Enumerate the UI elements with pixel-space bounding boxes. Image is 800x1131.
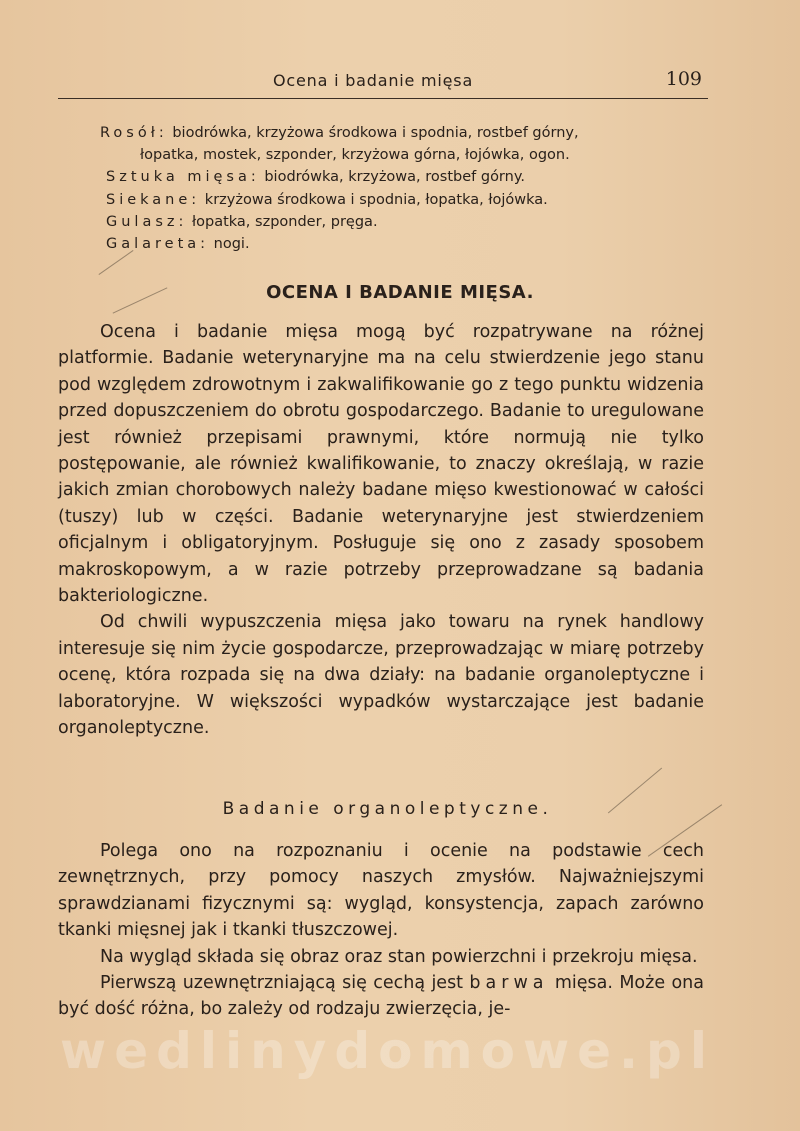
dish-term: Siekane: bbox=[106, 191, 201, 208]
paragraph: Na wygląd składa się obraz oraz stan powierzchni i przekroju mięsa. bbox=[100, 946, 698, 967]
page-number: 109 bbox=[665, 68, 702, 90]
running-title: Ocena i badanie mięsa bbox=[273, 71, 474, 90]
cuts-continuation: łopatka, mostek, szponder, krzyżowa górna, łojówka, ogon. bbox=[140, 147, 570, 164]
meat-cuts-list bbox=[100, 122, 712, 255]
dish-term: Gulasz: bbox=[106, 213, 188, 230]
watermark-text: wedlinydomowe.pl bbox=[60, 1022, 715, 1080]
paragraph bbox=[58, 970, 704, 1023]
organoleptic-text bbox=[58, 838, 704, 1023]
list-item bbox=[100, 166, 712, 188]
list-item bbox=[100, 122, 712, 144]
cuts-text: biodrówka, krzyżowa środkowa i spodnia, rostbef górny, bbox=[172, 125, 579, 141]
paragraph-end: mięsa. Może ona być dość różna, bo zależy od rodzaju zwierzęcia, je- bbox=[58, 973, 704, 1020]
paragraph: Od chwili wypuszczenia mięsa jako towaru na rynek handlowy interesuje się nim życie gospodarcze, przeprowadzając w miarę potrzeby ocenę, która rozpada się na dwa działy: na badanie organoleptyczne i laboratoryjne. W większości wypadków wystarczające jest badanie organoleptyczne. bbox=[58, 612, 704, 739]
list-item bbox=[100, 233, 712, 255]
list-item bbox=[100, 189, 712, 211]
cuts-text: nogi. bbox=[213, 236, 250, 253]
intro-text bbox=[58, 319, 704, 742]
cuts-text: krzyżowa środkowa i spodnia, łopatka, łojówka. bbox=[204, 191, 548, 208]
page-header bbox=[58, 68, 708, 99]
paragraph: Ocena i badanie mięsa mogą być rozpatrywane na różnej platformie. Badanie weterynaryjne ma na celu stwierdzenie jego stanu pod względem zdrowotnym i zakwalifikowanie go z tego punktu widzenia przed dopuszczeniem do obrotu gospodarczego. Badanie to uregulowane jest również przepisami prawnymi, które normują nie tylko postępowanie, ale również kwalifikowanie, to znaczy określają, w razie jakich zmian chorobowych należy badane mięso kwestionować w całości (tuszy) lub w części. Badanie weterynaryjne jest stwierdzeniem oficjalnym i obligatoryjnym. Posługuje się ono z zasady sposobem makroskopowym, a w razie potrzeby przeprowadzane są badania bakteriologiczne. bbox=[58, 322, 704, 607]
dish-term: Galareta: bbox=[106, 236, 210, 253]
cuts-text: łopatka, szponder, pręga. bbox=[192, 213, 378, 230]
emphasized-term: barwa bbox=[469, 973, 549, 994]
section-title: OCENA I BADANIE MIĘSA. bbox=[266, 282, 534, 303]
paragraph: Polega ono na rozpoznaniu i ocenie na podstawie cech zewnętrznych, przy pomocy naszych zmysłów. Najważniejszymi sprawdzianami fizycznymi są: wygląd, konsystencja, zapach zarówno tkanki mięsnej jak i tkanki tłuszczowej. bbox=[58, 841, 704, 941]
dish-term: Rosół: bbox=[100, 125, 168, 141]
dish-term: Sztuka mięsa: bbox=[106, 169, 260, 186]
list-item bbox=[100, 211, 712, 233]
cuts-text: biodrówka, krzyżowa, rostbef górny. bbox=[264, 169, 525, 186]
paragraph-start: Pierwszą uzewnętrzniającą się cechą jest bbox=[100, 973, 464, 994]
subsection-heading: Badanie organoleptyczne. bbox=[222, 799, 553, 819]
